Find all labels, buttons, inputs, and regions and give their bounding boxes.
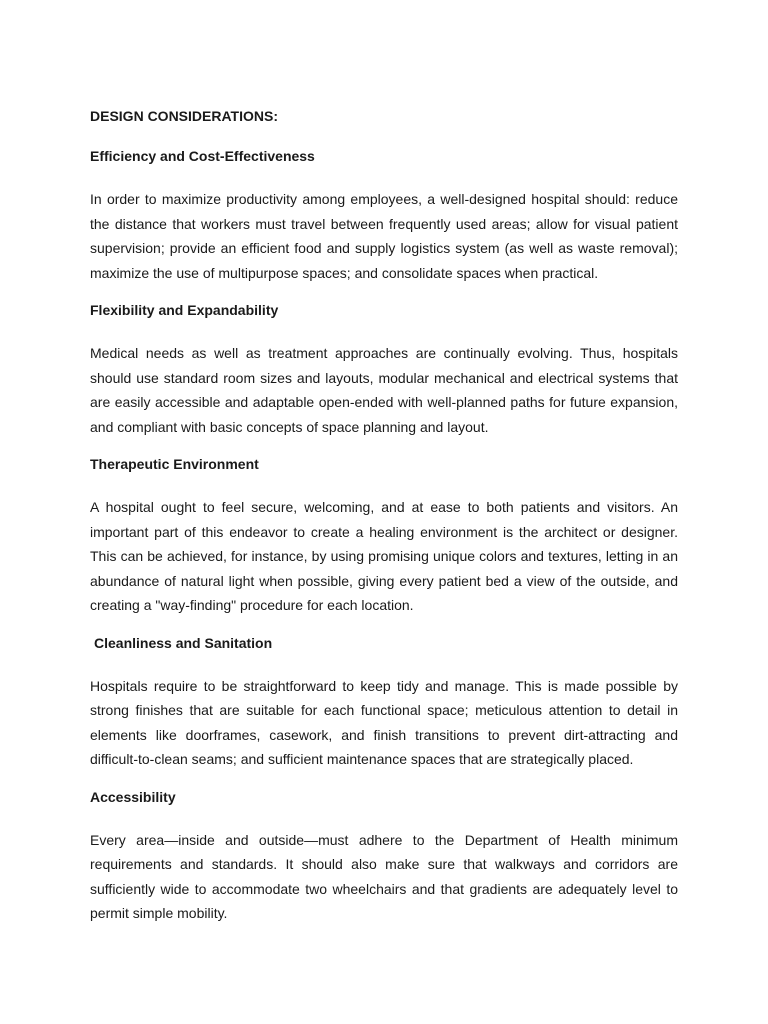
document-title: DESIGN CONSIDERATIONS: bbox=[90, 108, 278, 124]
document-page bbox=[90, 107, 678, 942]
heading-accessibility: Accessibility bbox=[90, 788, 176, 805]
paragraph-cleanliness: Hospitals require to be straightforward to keep tidy and manage. This is made possible by strong finishes that are suitable for each functional space; meticulous attention to detail in elements like doorframes, casework, and finish transitions to prevent dirt-attracting and difficult-to-clean seams; and sufficient maintenance spaces that are strategically placed. bbox=[90, 677, 678, 767]
paragraph-accessibility: Every area—inside and outside—must adhere to the Department of Health minimum requirements and standards. It should also make sure that walkways and corridors are sufficiently wide to accommodate two wheelchairs and that gradients are adequately level to permit simple mobility. bbox=[90, 831, 678, 921]
heading-cleanliness: Cleanliness and Sanitation bbox=[94, 634, 273, 651]
heading-flexibility: Flexibility and Expandability bbox=[90, 302, 279, 318]
heading-therapeutic: Therapeutic Environment bbox=[90, 456, 259, 472]
paragraph-therapeutic: A hospital ought to feel secure, welcoming, and at ease to both patients and visitors. An important part of this endeavor to create a healing environment is the architect or designer. This can be achieved, for instance, by using promising unique colors and textures, letting in an abundance of natural light when possible, giving every patient bed a view of the outside, and creating a "way-finding" procedure for each location. bbox=[90, 499, 678, 613]
paragraph-flexibility: Medical needs as well as treatment approaches are continually evolving. Thus, hospitals should use standard room sizes and layouts, modular mechanical and electrical systems that are easily accessible and adaptable open-ended with well-planned paths for future expansion, and compliant with basic concepts of space planning and layout. bbox=[90, 345, 678, 435]
paragraph-efficiency: In order to maximize productivity among employees, a well-designed hospital should: reduce the distance that workers must travel between frequently used areas; allow for visual patient supervision; provide an efficient food and supply logistics system (as well as waste removal); maximize the use of multipurpose spaces; and consolidate spaces when practical. bbox=[90, 191, 678, 281]
heading-efficiency: Efficiency and Cost-Effectiveness bbox=[90, 148, 315, 164]
